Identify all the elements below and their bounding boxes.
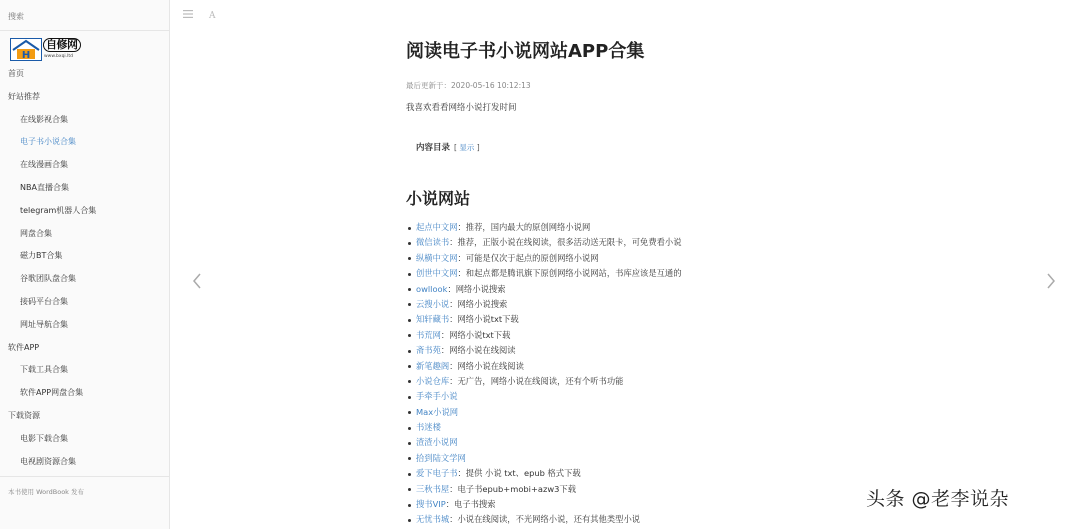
site-link[interactable]: 微信读书 bbox=[416, 237, 450, 248]
next-page-button[interactable] bbox=[1044, 268, 1058, 294]
sidebar-item[interactable]: 网盘合集 bbox=[20, 228, 52, 238]
site-link[interactable]: 书迷楼 bbox=[416, 422, 441, 433]
svg-text:H: H bbox=[21, 50, 31, 61]
sidebar-item[interactable]: 电影下载合集 bbox=[20, 433, 68, 443]
site-description: ：网络小说txt下载 bbox=[449, 314, 519, 325]
list-item bbox=[406, 266, 846, 281]
site-description: ：可能是仅次于起点的原创网络小说网 bbox=[457, 252, 599, 263]
search-input[interactable]: 搜索 bbox=[0, 0, 169, 31]
list-item bbox=[406, 512, 846, 527]
sidebar-item[interactable]: 好站推荐 bbox=[8, 91, 40, 101]
site-link[interactable]: 手牵手小说 bbox=[416, 391, 458, 402]
site-list bbox=[406, 220, 846, 528]
watermark: 头条 @老李说杂 bbox=[866, 488, 1010, 510]
site-link[interactable]: 知轩藏书 bbox=[416, 314, 450, 325]
logo-url: www.bxqi.ltd bbox=[44, 54, 73, 59]
sidebar-item[interactable]: 下载工具合集 bbox=[20, 365, 68, 375]
list-item bbox=[406, 282, 846, 297]
site-link[interactable]: 纵横中文网 bbox=[416, 252, 458, 263]
site-link[interactable]: 云搜小说 bbox=[416, 298, 450, 309]
site-link[interactable]: 无忧书城 bbox=[416, 514, 450, 525]
chevron-left-icon bbox=[190, 268, 204, 294]
article bbox=[406, 38, 846, 528]
list-item bbox=[406, 374, 846, 389]
site-link[interactable]: 起点中文网 bbox=[416, 222, 458, 232]
last-updated: 最后更新于：2020-05-16 10:12:13 bbox=[406, 81, 531, 90]
site-link[interactable]: 三秋书屋 bbox=[416, 483, 450, 494]
list-item bbox=[406, 435, 846, 450]
sidebar-item[interactable]: 网址导航合集 bbox=[20, 319, 68, 329]
list-item bbox=[406, 312, 846, 327]
sidebar-item[interactable]: 软件APP网盘合集 bbox=[20, 388, 84, 398]
list-item bbox=[406, 466, 846, 481]
list-item bbox=[406, 235, 846, 250]
font-settings-icon[interactable]: A bbox=[209, 11, 216, 21]
site-link[interactable]: 小说仓库 bbox=[416, 375, 450, 386]
list-item bbox=[406, 328, 846, 343]
site-description: ：网络小说在线阅读 bbox=[449, 360, 524, 371]
toc-toggle-link[interactable]: 显示 bbox=[459, 143, 475, 152]
list-item bbox=[406, 220, 846, 235]
site-description: ：网络小说txt下载 bbox=[440, 329, 511, 340]
hamburger-icon[interactable] bbox=[183, 10, 193, 21]
sidebar-item[interactable]: 在线影视合集 bbox=[20, 114, 68, 124]
site-description: ：无广告，网络小说在线阅读，还有个听书功能 bbox=[449, 375, 624, 386]
page-title: 阅读电子书小说网站APP合集 bbox=[406, 41, 645, 62]
site-description: ：小说在线阅读，不光网络小说，还有其他类型小说 bbox=[449, 514, 641, 525]
site-description: ：网络小说搜索 bbox=[447, 283, 506, 294]
site-link[interactable]: 搜书VIP bbox=[416, 499, 446, 510]
section-heading: 小说网站 bbox=[406, 189, 471, 208]
list-item bbox=[406, 451, 846, 466]
powered-by[interactable]: 本书使用 WordBook 发布 bbox=[0, 476, 169, 506]
site-description: ：电子书搜索 bbox=[445, 499, 496, 510]
sidebar-item[interactable]: 下载资源 bbox=[8, 410, 40, 420]
table-of-contents bbox=[416, 141, 846, 153]
sidebar-item[interactable]: 电视剧资源合集 bbox=[20, 456, 76, 466]
list-item bbox=[406, 389, 846, 404]
sidebar bbox=[0, 0, 170, 529]
site-description: ：提供 小说 txt、epub 格式下载 bbox=[457, 468, 581, 479]
site-link[interactable]: 斋书苑 bbox=[416, 345, 441, 356]
site-logo[interactable] bbox=[10, 38, 86, 62]
list-item bbox=[406, 359, 846, 374]
list-item bbox=[406, 343, 846, 358]
list-item bbox=[406, 251, 846, 266]
list-item bbox=[406, 482, 846, 497]
sidebar-item[interactable]: 接码平台合集 bbox=[20, 296, 68, 306]
list-item bbox=[406, 297, 846, 312]
toc-label: 内容目录 bbox=[416, 143, 451, 153]
sidebar-item[interactable]: NBA直播合集 bbox=[20, 182, 69, 192]
site-link[interactable]: 拾到陆文学网 bbox=[416, 452, 466, 463]
site-description: ：网络小说在线阅读 bbox=[440, 345, 516, 356]
prev-page-button[interactable] bbox=[190, 268, 204, 294]
site-link[interactable]: 渣渣小说网 bbox=[416, 437, 458, 448]
site-link[interactable]: 创世中文网 bbox=[416, 268, 458, 279]
site-link[interactable]: 爱下电子书 bbox=[416, 468, 458, 479]
site-link[interactable]: Max小说网 bbox=[416, 406, 459, 417]
toc-bracket: [ 显示 ] bbox=[454, 143, 480, 152]
sidebar-item[interactable]: 在线漫画合集 bbox=[20, 160, 68, 170]
site-description: ：推荐，国内最大的原创网络小说网 bbox=[457, 222, 591, 232]
sidebar-item[interactable]: 首页 bbox=[8, 69, 24, 78]
house-logo-icon bbox=[10, 38, 42, 61]
site-link[interactable]: owllook bbox=[416, 283, 448, 294]
sidebar-nav bbox=[0, 63, 169, 473]
site-description: ：电子书epub+mobi+azw3下载 bbox=[449, 483, 577, 494]
site-description: ：网络小说搜索 bbox=[449, 298, 508, 309]
sidebar-item[interactable]: 电子书小说合集 bbox=[20, 137, 76, 147]
toolbar bbox=[170, 0, 1080, 32]
list-item bbox=[406, 497, 846, 512]
sidebar-item[interactable]: 软件APP bbox=[8, 342, 40, 352]
site-link[interactable]: 书荒网 bbox=[416, 329, 441, 340]
site-description: ：和起点都是腾讯旗下原创网络小说网站，书库应该是互通的 bbox=[457, 268, 682, 279]
sidebar-item[interactable]: 磁力BT合集 bbox=[20, 251, 63, 261]
logo-text: 自修网 bbox=[43, 38, 81, 52]
intro-text: 我喜欢看看网络小说打发时间 bbox=[406, 103, 517, 113]
sidebar-item[interactable]: telegram机器人合集 bbox=[20, 205, 97, 215]
site-description: ：推荐，正版小说在线阅读，很多活动送无限卡，可免费看小说 bbox=[449, 237, 682, 248]
sidebar-item[interactable]: 谷歌团队盘合集 bbox=[20, 274, 76, 284]
site-link[interactable]: 新笔趣阁 bbox=[416, 360, 450, 371]
chevron-right-icon bbox=[1044, 268, 1058, 294]
list-item bbox=[406, 420, 846, 435]
list-item bbox=[406, 405, 846, 420]
